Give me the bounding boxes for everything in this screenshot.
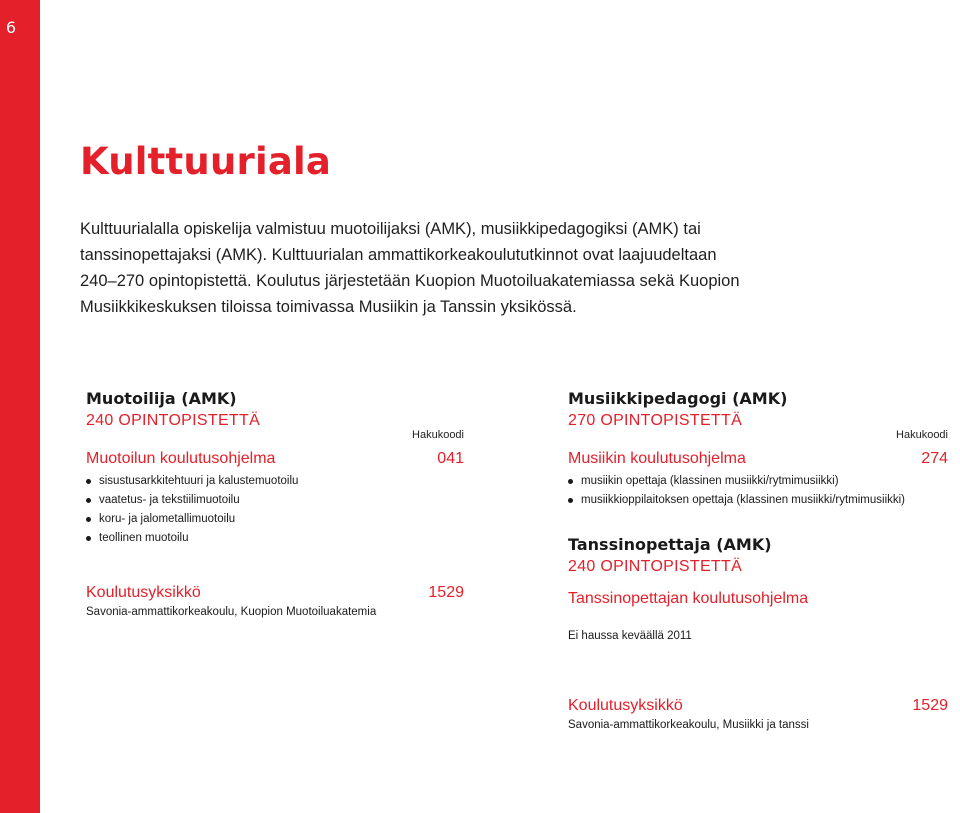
program-column-music <box>568 388 948 734</box>
program-name-dance: Tanssinopettajan koulutusohjelma <box>568 590 809 607</box>
specialization-list <box>86 472 464 548</box>
unit-name: Savonia-ammattikorkeakoulu, Kuopion Muotoiluakatemia <box>86 606 377 618</box>
bullet-icon <box>568 479 573 484</box>
page-title: Kulttuuriala <box>80 140 332 183</box>
degree-title-dance: Tanssinopettaja (AMK) <box>568 535 772 554</box>
program-column-design <box>86 388 464 621</box>
unit-row <box>86 582 464 604</box>
program-name: Muotoilun koulutusohjelma <box>86 450 276 467</box>
degree-title: Muotoilija (AMK) <box>86 389 237 408</box>
bullet-icon <box>86 479 91 484</box>
degree-title: Musiikkipedagogi (AMK) <box>568 389 788 408</box>
program-name: Musiikin koulutusohjelma <box>568 450 746 467</box>
intro-line: Kulttuurialalla opiskelija valmistuu muotoilijaksi (AMK), musiikkipedagogiksi (AMK) tai <box>80 220 701 238</box>
list-item: musiikkioppilaitoksen opettaja (klassinen musiikki/rytmimusiikki) <box>568 491 948 510</box>
specialization-list <box>568 472 948 510</box>
list-item: teollinen muotoilu <box>86 529 464 548</box>
list-item: musiikin opettaja (klassinen musiikki/rytmimusiikki) <box>568 472 948 491</box>
page-number: 6 <box>5 18 17 37</box>
intro-line: tanssinopettajaksi (AMK). Kulttuurialan ammattikorkeakoulututkinnot ovat laajuudeltaan <box>80 246 717 264</box>
unit-label: Koulutusyksikkö <box>86 584 201 601</box>
credits-label: 270 OPINTOPISTETTÄ <box>568 412 743 429</box>
intro-paragraph <box>80 216 800 320</box>
intro-line: 240–270 opintopistettä. Koulutus järjestetään Kuopion Muotoiluakatemiassa sekä Kuopion <box>80 272 740 290</box>
application-code-label: Hakukoodi <box>896 429 948 441</box>
program-code: 041 <box>437 450 464 467</box>
program-row <box>568 448 948 470</box>
unit-code: 1529 <box>428 584 464 601</box>
program-row-dance <box>568 588 948 610</box>
bullet-icon <box>86 498 91 503</box>
unit-row <box>568 695 948 717</box>
list-item: koru- ja jalometallimuotoilu <box>86 510 464 529</box>
bullet-icon <box>86 536 91 541</box>
credits-label-dance: 240 OPINTOPISTETTÄ <box>568 558 743 575</box>
application-code-label: Hakukoodi <box>412 429 464 441</box>
bullet-icon <box>86 517 91 522</box>
application-note: Ei haussa keväällä 2011 <box>568 630 692 642</box>
list-item: vaatetus- ja tekstiilimuotoilu <box>86 491 464 510</box>
program-row <box>86 448 464 470</box>
unit-code: 1529 <box>912 697 948 714</box>
red-margin-bar <box>0 0 40 813</box>
program-code: 274 <box>921 450 948 467</box>
unit-label: Koulutusyksikkö <box>568 697 683 714</box>
credits-label: 240 OPINTOPISTETTÄ <box>86 412 261 429</box>
intro-line: Musiikkikeskuksen tiloissa toimivassa Musiikin ja Tanssin yksikössä. <box>80 298 577 316</box>
bullet-icon <box>568 498 573 503</box>
unit-name: Savonia-ammattikorkeakoulu, Musiikki ja tanssi <box>568 719 809 731</box>
list-item: sisustusarkkitehtuuri ja kalustemuotoilu <box>86 472 464 491</box>
